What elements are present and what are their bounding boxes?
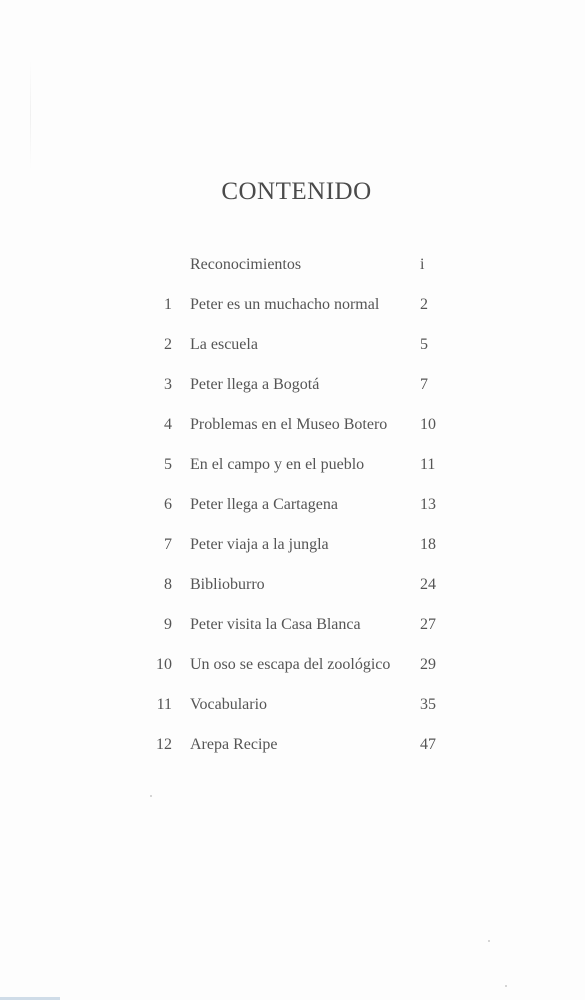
paper-speck xyxy=(505,985,507,987)
toc-entry-number: 5 xyxy=(164,456,172,473)
toc-entry xyxy=(0,612,585,652)
toc-entry xyxy=(0,492,585,532)
toc-entry xyxy=(0,452,585,492)
toc-entry xyxy=(0,652,585,692)
paper-speck xyxy=(150,795,152,797)
toc-entry-page: 10 xyxy=(420,416,436,433)
toc-entry-page: 11 xyxy=(420,456,436,473)
toc-entry-title: Peter viaja a la jungla xyxy=(190,536,329,553)
toc-entry-number: 6 xyxy=(164,496,172,513)
toc-entry xyxy=(0,252,585,292)
toc-entry-page: 7 xyxy=(420,376,428,393)
paper-speck xyxy=(488,940,490,942)
toc-entry-title: Peter es un muchacho normal xyxy=(190,296,380,313)
toc-entry-number: 7 xyxy=(164,536,172,553)
table-of-contents xyxy=(0,252,585,772)
page-edge-shadow xyxy=(30,60,31,170)
toc-entry xyxy=(0,332,585,372)
toc-entry-title: Biblioburro xyxy=(190,576,265,593)
toc-entry-page: i xyxy=(420,256,425,273)
toc-entry xyxy=(0,732,585,772)
toc-entry-page: 13 xyxy=(420,496,436,513)
toc-entry-page: 18 xyxy=(420,536,436,553)
toc-entry-page: 5 xyxy=(420,336,428,353)
toc-entry xyxy=(0,692,585,732)
toc-entry-page: 24 xyxy=(420,576,436,593)
toc-entry xyxy=(0,292,585,332)
toc-entry xyxy=(0,532,585,572)
toc-entry-page: 2 xyxy=(420,296,428,313)
toc-entry-title: Un oso se escapa del zoológico xyxy=(190,656,391,673)
toc-entry-title: En el campo y en el pueblo xyxy=(190,456,365,473)
toc-entry-number: 2 xyxy=(164,336,172,353)
toc-entry-page: 35 xyxy=(420,696,436,713)
toc-entry-title: Peter visita la Casa Blanca xyxy=(190,616,361,633)
toc-entry-title: Peter llega a Cartagena xyxy=(190,496,338,513)
toc-entry-title: Problemas en el Museo Botero xyxy=(190,416,388,433)
toc-entry-page: 47 xyxy=(420,736,436,753)
toc-entry-number: 11 xyxy=(156,696,172,713)
toc-entry-number: 12 xyxy=(156,736,172,753)
toc-entry xyxy=(0,372,585,412)
toc-entry-title: Peter llega a Bogotá xyxy=(190,376,320,393)
toc-entry-title: Arepa Recipe xyxy=(190,736,278,753)
toc-entry-title: Reconocimientos xyxy=(190,256,302,273)
toc-entry-title: La escuela xyxy=(190,336,258,353)
toc-entry-number: 3 xyxy=(164,376,172,393)
toc-entry-number: 10 xyxy=(156,656,172,673)
toc-entry-page: 29 xyxy=(420,656,436,673)
toc-entry-number: 8 xyxy=(164,576,172,593)
toc-entry-number: 9 xyxy=(164,616,172,633)
toc-entry-number: 4 xyxy=(164,416,172,433)
toc-entry xyxy=(0,412,585,452)
toc-entry-title: Vocabulario xyxy=(190,696,268,713)
toc-entry-page: 27 xyxy=(420,616,436,633)
toc-entry xyxy=(0,572,585,612)
toc-entry-number: 1 xyxy=(164,296,172,313)
page-title: CONTENIDO xyxy=(221,178,372,205)
